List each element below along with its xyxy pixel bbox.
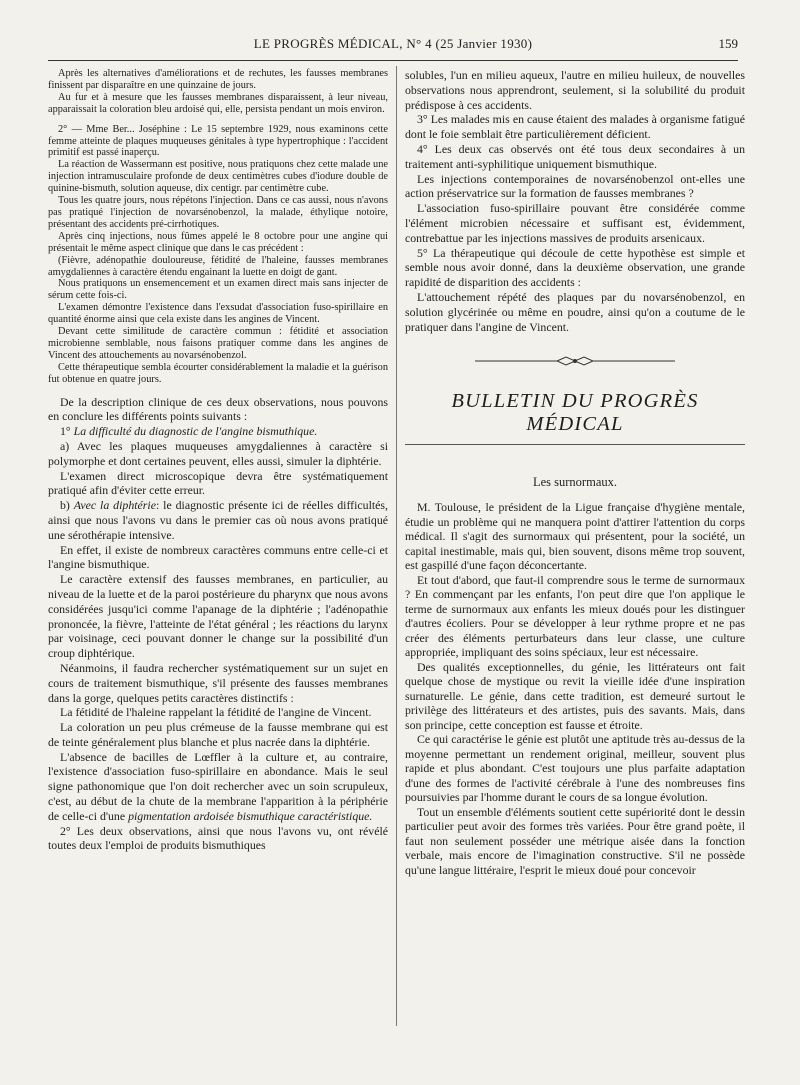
conclusions-block bbox=[48, 395, 388, 854]
page-number: 159 bbox=[718, 36, 738, 51]
paragraph: Le caractère extensif des fausses membranes, en particulier, au niveau de la luette et de la paroi postérieure du pharynx que nous avons considérées jusqu'ici comme l'apanage de la diphtérie ; l'adénopathie prononcée, la fièvre, l'atteinte de l'état général ; les réactions du larynx par voisinage, ceci pouvant donner le change sur la possibilité d'un croup diphtérique. bbox=[48, 572, 388, 661]
paragraph: L'association fuso-spirillaire pouvant être considérée comme l'élément microbien nécessaire et suffisant est, évidemment, contrebattue par les injections massives de produits arsenicaux. bbox=[405, 201, 745, 245]
paragraph: 2° — Mme Ber... Joséphine : Le 15 septembre 1929, nous examinons cette femme atteinte de plaques muqueuses génitales à type hypertrophique : l'accident primitif est passé inaperçu. bbox=[48, 123, 388, 159]
paragraph: 2° Les deux observations, ainsi que nous l'avons vu, ont révélé toutes deux l'emploi de produits bismuthiques bbox=[48, 823, 388, 853]
italic-emphasis: pigmentation ardoisée bismuthique caractéristique. bbox=[128, 808, 373, 823]
paragraph: (Fièvre, adénopathie douloureuse, fétidité de l'haleine, fausses membranes amygdaliennes à caractère étendu engainant la luette en doigt de gant. bbox=[48, 254, 388, 278]
bulletin-title: BULLETIN DU PROGRÈS MÉDICAL bbox=[451, 390, 699, 436]
paragraph: La réaction de Wassermann est positive, nous pratiquons chez cette malade une injection intramusculaire profonde de deux centimètres cubes d'iodure double de quinine-bismuth, solution aqueuse, dix centigr. par centimètre cube. bbox=[48, 159, 388, 195]
paragraph: M. Toulouse, le président de la Ligue française d'hygiène mentale, étudie un problème qui ne manquera point d'attirer l'attention du corps médical. Il s'agit des surnormaux qui présentent, pour la société, un capital inestimable, mais qui, bien souvent, disons même trop souvent, est gaspillé d'une façon déconcertante. bbox=[405, 500, 745, 573]
case-report-block bbox=[48, 68, 388, 386]
paragraph: 3° Les malades mis en cause étaient des malades à organisme fatigué dont le foie semblait être particulièrement déficient. bbox=[405, 112, 745, 142]
paragraph: En effet, il existe de nombreux caractères communs entre celle-ci et l'angine bismuthique. bbox=[48, 542, 388, 572]
bulletin-rule bbox=[405, 444, 745, 445]
paragraph: Les injections contemporaines de novarsénobenzol ont-elles une action préservatrice sur la formation de fausses membranes ? bbox=[405, 171, 745, 201]
left-column bbox=[48, 68, 388, 853]
section-title: Les surnormaux. bbox=[532, 475, 617, 490]
paragraph: Tous les quatre jours, nous répétons l'injection. Dans ce cas aussi, nous n'avons pas pratiqué l'injection de novarsénobenzol, la malade, éthylique notoire, présentant des accidents pré-cirrhotiques. bbox=[48, 195, 388, 230]
paragraph: Après cinq injections, nous fûmes appelé le 8 octobre pour une angine qui présentait le même aspect clinique que dans le cas précédent : bbox=[48, 230, 388, 254]
paragraph: Tout un ensemble d'éléments soutient cette supériorité dont le dessin particulier peut avoir des formes très variées. Pour être grand poète, il faut non seulement posséder une métrique aisée dans la fonction verbale, mais encore de l'imagination constructive. S'il ne possède qu'une langue littéraire, l'esprit le mieux doué pour concevoir bbox=[405, 804, 745, 877]
paragraph: 5° La thérapeutique qui découle de cette hypothèse est simple et semble nous avoir donné, dans la deuxième observation, une grande rapidité de disparition des accidents : bbox=[405, 245, 745, 290]
paragraph: Et tout d'abord, que faut-il comprendre sous le terme de surnormaux ? En commençant par les enfants, l'on peut dire que l'on applique le terme de surnormaux aux enfants les mieux doués pour les distinguer d'autres écoliers. Pour se développer à leur rythme propre et ne pas créer des éléments perturbateurs dans leur classe, une culture appropriée, impliquant des soins spéciaux, leur est nécessaire. bbox=[405, 572, 745, 660]
italic-heading: La difficulté du diagnostic de l'angine bismuthique. bbox=[73, 424, 318, 439]
paragraph bbox=[48, 424, 388, 439]
paragraph: 4° Les deux cas observés ont été tous deux secondaires à un traitement anti-syphilitique uniquement bismuthique. bbox=[405, 141, 745, 171]
paragraph: Des qualités exceptionnelles, du génie, les littérateurs ont fait quelque chose de mystique ou revit la vieille idée d'une inspiration surnaturelle. Le génie, dans cette tradition, est demeuré surtout le privilège des littérateurs et des artistes, puis des savants. Mais, dans son principe, cette conception est fausse et étroite. bbox=[405, 659, 745, 732]
paragraph bbox=[48, 498, 388, 542]
paragraph: Nous pratiquons un ensemencement et un examen direct mais sans injecter de sérum cette fois-ci. bbox=[48, 278, 388, 302]
paragraph: Devant cette similitude de caractère commun : fétidité et association microbienne semblable, nous faisons pratiquer comme dans les angines de Vincent des attouchements au novarsénobenzol. bbox=[48, 326, 388, 361]
running-header bbox=[48, 36, 738, 56]
right-column bbox=[405, 68, 745, 877]
paragraph: solubles, l'un en milieu aqueux, l'autre en milieu huileux, de nouvelles observations nous apprendront, seulement, si la solubilité du produit prédispose à ces accidents. bbox=[405, 68, 745, 112]
paragraph bbox=[48, 750, 388, 824]
paragraph-text: L'absence de bacilles de Lœffler à la culture et, au contraire, l'existence d'association fuso-spirillaire en abondance. Mais le seul signe pathonomique que l'on doit rechercher avec un soin scrupuleux, c'est, au début de la chute de la membrane l'apparition à la périphérie de celle-ci d'une bbox=[48, 749, 388, 823]
ornament-divider-icon bbox=[475, 354, 675, 368]
paragraph: Après les alternatives d'améliorations et de rechutes, les fausses membranes finissent par disparaître en une quinzaine de jours. bbox=[48, 68, 388, 91]
paragraph: L'examen direct microscopique devra être systématiquement pratiqué afin d'éviter cette erreur. bbox=[48, 468, 388, 498]
paragraph: Cette thérapeutique sembla écourter considérablement la maladie et la guérison fut obtenue en quatre jours. bbox=[48, 361, 388, 385]
paragraph: Néanmoins, il faudra rechercher systématiquement sur un sujet en cours de traitement bismuthique, s'il présente des fausses membranes dans la gorge, quelques petits caractères distinctifs : bbox=[48, 660, 388, 705]
paragraph: L'attouchement répété des plaques par du novarsénobenzol, en solution glycérinée ou même en poudre, ainsi qu'on a coutume de le pratiquer dans l'angine de Vincent. bbox=[405, 289, 745, 334]
paragraph: La fétidité de l'haleine rappelant la fétidité de l'angine de Vincent. bbox=[60, 705, 372, 720]
surnormaux-article bbox=[405, 500, 745, 877]
paragraph: De la description clinique de ces deux observations, nous pouvons en conclure les différents points suivants : bbox=[48, 394, 388, 424]
conclusions-continued bbox=[405, 68, 745, 334]
paragraph: L'examen démontre l'existence dans l'exsudat d'association fuso-spirillaire en quantité énorme ainsi que cela existe dans les angines de Vincent. bbox=[48, 302, 388, 326]
header-rule bbox=[48, 60, 738, 61]
paragraph: La coloration un peu plus crémeuse de la fausse membrane qui est de teinte généralement plus blanche et plus nacrée dans la diphtérie. bbox=[48, 720, 388, 749]
column-divider bbox=[396, 66, 397, 1026]
paragraph-text: : le diagnostic présente ici de réelles difficultés, ainsi que nous l'avons vu dans le premier cas où nous avons pratiqué une sérothérapie intensive. bbox=[48, 498, 389, 542]
paragraph: Au fur et à mesure que les fausses membranes disparaissent, à leur niveau, apparaissait la coloration bleu ardoisé qui, elle, persista pendant un mois environ. bbox=[48, 91, 388, 115]
point-number: 1° bbox=[60, 424, 71, 439]
paragraph: Ce qui caractérise le génie est plutôt une aptitude très au-dessus de la moyenne permettant un rendement original, meilleur, souvent plus rapide et plus abondant. C'est toujours une plus parfaite adaptation d'une des formes de l'activité cérébrale à l'une des nombreuses fins poursuivies par l'homme durant le cours de sa longue évolution. bbox=[405, 732, 745, 805]
journal-title: LE PROGRÈS MÉDICAL, N° 4 (25 Janvier 1930) bbox=[253, 36, 533, 51]
paragraph: a) Avec les plaques muqueuses amygdaliennes à caractère si polymorphe et dont certaines peuvent, elles aussi, simuler la diphtérie. bbox=[48, 438, 388, 468]
item-letter: b) bbox=[60, 498, 70, 513]
italic-heading: Avec la diphtérie bbox=[73, 498, 156, 513]
